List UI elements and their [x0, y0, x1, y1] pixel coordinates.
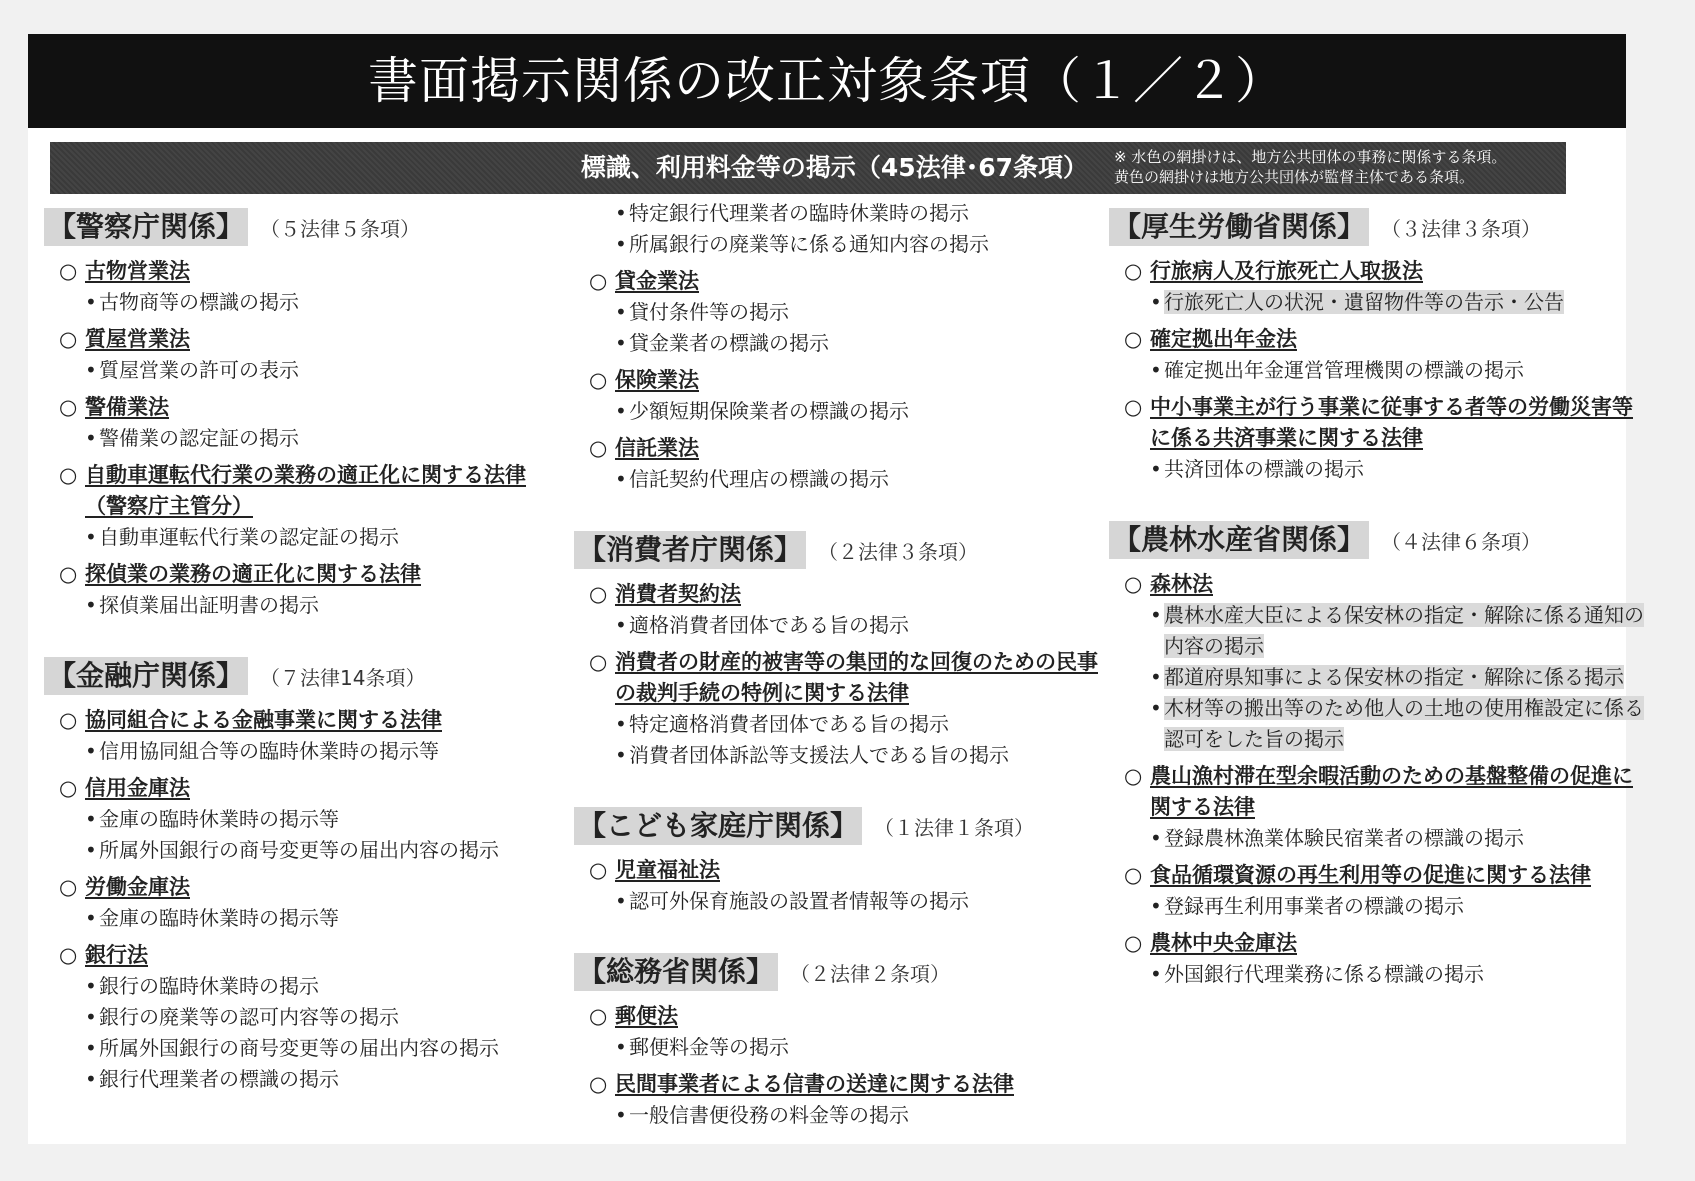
- circle-icon: ○: [59, 327, 78, 351]
- spacer: [574, 777, 1104, 799]
- law-items: [1109, 355, 1649, 386]
- law-name: 警備業法: [85, 395, 169, 419]
- list-item: [574, 297, 1104, 328]
- item-label: 消費者団体訴訟等支援法人である旨の掲示: [629, 743, 1009, 767]
- list-item: [44, 804, 564, 835]
- spacer: [574, 923, 1104, 945]
- list-item: [44, 971, 564, 1002]
- bullet-icon: •: [615, 232, 627, 256]
- law-items: [574, 709, 1104, 771]
- law-entry: [574, 433, 1104, 464]
- ministry-heading: [44, 208, 564, 246]
- circle-icon: ○: [1124, 863, 1143, 887]
- law-items: [1109, 287, 1649, 318]
- circle-icon: ○: [589, 582, 608, 606]
- item-text: [99, 971, 319, 1002]
- circle-icon: ○: [59, 875, 78, 899]
- ministry-count: （３法律３条項）: [1381, 216, 1542, 241]
- item-text: [629, 886, 969, 917]
- list-item: [44, 1002, 564, 1033]
- list-item: [1109, 662, 1649, 693]
- ministry-heading: [1109, 208, 1649, 246]
- page-title: 書面掲示関係の改正対象条項（１／２）: [28, 34, 1626, 128]
- law-items: [1109, 823, 1649, 854]
- law-items: [44, 522, 564, 553]
- item-label: 信託契約代理店の標識の掲示: [629, 467, 889, 491]
- law-entry: [44, 705, 564, 736]
- item-text: [1164, 454, 1364, 485]
- law-entry: [1109, 392, 1649, 454]
- law-name: 銀行法: [85, 943, 148, 967]
- circle-icon: ○: [589, 858, 608, 882]
- ministry-heading: [574, 807, 1104, 845]
- bullet-icon: •: [615, 399, 627, 423]
- item-label: 特定銀行代理業者の臨時休業時の掲示: [629, 201, 969, 225]
- item-label: 認可外保育施設の設置者情報等の掲示: [629, 889, 969, 913]
- law-entry: [1109, 761, 1649, 823]
- slide: [28, 34, 1644, 1144]
- list-item: [574, 740, 1104, 771]
- item-label: 少額短期保険業者の標識の掲示: [629, 399, 909, 423]
- circle-icon: ○: [589, 269, 608, 293]
- item-text: [99, 355, 299, 386]
- bullet-icon: •: [85, 358, 97, 382]
- circle-icon: ○: [589, 368, 608, 392]
- ministry-label: 【こども家庭庁関係】: [574, 807, 862, 845]
- law-name: 消費者の財産的被害等の集団的な回復のための民事の裁判手続の特例に関する法律: [615, 650, 1098, 705]
- item-text: [1164, 891, 1464, 922]
- list-item: [574, 198, 1104, 229]
- bullet-icon: •: [615, 300, 627, 324]
- law-items: [44, 736, 564, 767]
- list-item: [44, 590, 564, 621]
- circle-icon: ○: [589, 436, 608, 460]
- item-text: [1164, 959, 1484, 990]
- ministry-label: 【厚生労働省関係】: [1109, 208, 1369, 246]
- law-name: 貸金業法: [615, 269, 699, 293]
- list-item: [574, 328, 1104, 359]
- note-line-2: 黄色の網掛けは地方公共団体が監督主体である条項。: [1114, 168, 1475, 186]
- item-text: [99, 1033, 499, 1064]
- bullet-icon: •: [1150, 665, 1162, 689]
- item-label: 農林水産大臣による保安林の指定・解除に係る通知の内容の掲示: [1164, 603, 1644, 658]
- item-text: [629, 1032, 789, 1063]
- column-1: [44, 200, 564, 1101]
- column-3: [1109, 200, 1649, 996]
- item-text: [99, 590, 319, 621]
- item-text: [99, 423, 299, 454]
- law-items: [574, 1100, 1104, 1131]
- law-entry: [44, 872, 564, 903]
- item-text: [1164, 693, 1649, 755]
- law-items: [1109, 454, 1649, 485]
- bullet-icon: •: [85, 838, 97, 862]
- list-item: [1109, 891, 1649, 922]
- bullet-icon: •: [85, 1067, 97, 1091]
- law-entry: [574, 1069, 1104, 1100]
- law-items: [44, 903, 564, 934]
- list-item: [1109, 355, 1649, 386]
- ministry-label: 【農林水産省関係】: [1109, 521, 1369, 559]
- list-item: [574, 1032, 1104, 1063]
- item-label: 木材等の搬出等のため他人の土地の使用権設定に係る認可をした旨の掲示: [1164, 696, 1644, 751]
- item-text: [629, 328, 829, 359]
- law-items: [574, 1032, 1104, 1063]
- circle-icon: ○: [59, 259, 78, 283]
- law-name: 協同組合による金融事業に関する法律: [85, 708, 442, 732]
- bullet-icon: •: [1150, 894, 1162, 918]
- bullet-icon: •: [1150, 603, 1162, 627]
- item-label: 自動車運転代行業の認定証の掲示: [99, 525, 399, 549]
- circle-icon: ○: [59, 943, 78, 967]
- law-entry: [574, 855, 1104, 886]
- law-entry: [44, 324, 564, 355]
- item-label: 質屋営業の許可の表示: [99, 358, 299, 382]
- item-text: [99, 736, 439, 767]
- list-item: [44, 423, 564, 454]
- list-item: [44, 522, 564, 553]
- bullet-icon: •: [615, 467, 627, 491]
- circle-icon: ○: [1124, 764, 1143, 788]
- column-2: [574, 200, 1104, 1137]
- circle-icon: ○: [589, 1004, 608, 1028]
- bullet-icon: •: [615, 201, 627, 225]
- list-item: [44, 903, 564, 934]
- item-label: 所属外国銀行の商号変更等の届出内容の掲示: [99, 1036, 499, 1060]
- list-item: [574, 1100, 1104, 1131]
- bullet-icon: •: [85, 1036, 97, 1060]
- law-items: [574, 464, 1104, 495]
- item-label: 郵便料金等の掲示: [629, 1035, 789, 1059]
- law-name: 児童福祉法: [615, 858, 720, 882]
- law-entry: [44, 773, 564, 804]
- ministry-label: 【消費者庁関係】: [574, 531, 806, 569]
- bullet-icon: •: [85, 525, 97, 549]
- bullet-icon: •: [1150, 826, 1162, 850]
- item-label: 探偵業届出証明書の掲示: [99, 593, 319, 617]
- item-label: 銀行代理業者の標識の掲示: [99, 1067, 339, 1091]
- ministry-label: 【金融庁関係】: [44, 657, 248, 695]
- law-entry: [574, 1001, 1104, 1032]
- item-text: [1164, 823, 1524, 854]
- circle-icon: ○: [1124, 931, 1143, 955]
- law-items: [1109, 891, 1649, 922]
- list-item: [574, 396, 1104, 427]
- ministry-heading: [44, 657, 564, 695]
- law-items: [44, 423, 564, 454]
- ministry-count: （５法律５条項）: [260, 216, 421, 241]
- list-item: [574, 709, 1104, 740]
- item-text: [99, 903, 339, 934]
- circle-icon: ○: [589, 1072, 608, 1096]
- list-item: [44, 1033, 564, 1064]
- item-label: 銀行の廃業等の認可内容等の掲示: [99, 1005, 399, 1029]
- bullet-icon: •: [1150, 962, 1162, 986]
- list-item: [44, 355, 564, 386]
- item-label: 確定拠出年金運営管理機関の標識の掲示: [1164, 358, 1524, 382]
- bullet-icon: •: [615, 743, 627, 767]
- list-item: [574, 464, 1104, 495]
- law-items: [44, 804, 564, 866]
- law-name: 労働金庫法: [85, 875, 190, 899]
- bullet-icon: •: [85, 290, 97, 314]
- bullet-icon: •: [85, 1005, 97, 1029]
- item-text: [629, 229, 989, 260]
- law-entry: [1109, 256, 1649, 287]
- item-label: 一般信書便役務の料金等の掲示: [629, 1103, 909, 1127]
- item-text: [629, 198, 969, 229]
- ministry-count: （７法律14条項）: [260, 665, 426, 690]
- bullet-icon: •: [85, 593, 97, 617]
- item-text: [99, 1002, 399, 1033]
- item-label: 警備業の認定証の掲示: [99, 426, 299, 450]
- law-entry: [44, 256, 564, 287]
- bullet-icon: •: [1150, 358, 1162, 382]
- item-text: [1164, 600, 1649, 662]
- circle-icon: ○: [589, 650, 608, 674]
- list-item: [44, 736, 564, 767]
- bullet-icon: •: [615, 712, 627, 736]
- list-item: [1109, 959, 1649, 990]
- law-entry: [44, 460, 564, 522]
- law-entry: [1109, 928, 1649, 959]
- item-label: 金庫の臨時休業時の掲示等: [99, 906, 339, 930]
- item-label: 古物商等の標識の掲示: [99, 290, 299, 314]
- law-entry: [574, 266, 1104, 297]
- list-item: [1109, 693, 1649, 755]
- continued-items: [574, 198, 1104, 260]
- spacer: [1109, 491, 1649, 513]
- law-name: 保険業法: [615, 368, 699, 392]
- item-text: [1164, 287, 1564, 318]
- item-label: 所属外国銀行の商号変更等の届出内容の掲示: [99, 838, 499, 862]
- bullet-icon: •: [615, 331, 627, 355]
- law-name: 農林中央金庫法: [1150, 931, 1297, 955]
- item-text: [99, 835, 499, 866]
- law-entry: [574, 365, 1104, 396]
- item-label: 都道府県知事による保安林の指定・解除に係る掲示: [1164, 665, 1624, 689]
- law-items: [574, 610, 1104, 641]
- law-items: [44, 287, 564, 318]
- item-label: 貸金業者の標識の掲示: [629, 331, 829, 355]
- list-item: [1109, 287, 1649, 318]
- list-item: [44, 1064, 564, 1095]
- item-text: [99, 522, 399, 553]
- spacer: [574, 501, 1104, 523]
- list-item: [574, 610, 1104, 641]
- law-items: [44, 590, 564, 621]
- ministry-count: （２法律３条項）: [818, 539, 979, 564]
- bullet-icon: •: [615, 889, 627, 913]
- bullet-icon: •: [85, 974, 97, 998]
- bullet-icon: •: [85, 739, 97, 763]
- law-items: [574, 886, 1104, 917]
- item-text: [99, 287, 299, 318]
- item-label: 特定適格消費者団体である旨の掲示: [629, 712, 949, 736]
- ministry-heading: [574, 953, 1104, 991]
- law-items: [574, 396, 1104, 427]
- circle-icon: ○: [59, 562, 78, 586]
- law-name: 信託業法: [615, 436, 699, 460]
- item-text: [629, 1100, 909, 1131]
- item-label: 銀行の臨時休業時の掲示: [99, 974, 319, 998]
- law-entry: [1109, 324, 1649, 355]
- item-text: [99, 1064, 339, 1095]
- law-name: 中小事業主が行う事業に従事する者等の労働災害等に係る共済事業に関する法律: [1150, 395, 1633, 450]
- ministry-count: （４法律６条項）: [1381, 529, 1542, 554]
- section-subtitle: 標識、利用料金等の掲示（45法律･67条項）: [50, 142, 1102, 194]
- law-name: 探偵業の業務の適正化に関する法律: [85, 562, 421, 586]
- bullet-icon: •: [1150, 696, 1162, 720]
- ministry-count: （２法律２条項）: [790, 961, 951, 986]
- circle-icon: ○: [1124, 572, 1143, 596]
- item-label: 所属銀行の廃業等に係る通知内容の掲示: [629, 232, 989, 256]
- list-item: [1109, 823, 1649, 854]
- circle-icon: ○: [59, 395, 78, 419]
- law-items: [44, 355, 564, 386]
- item-text: [99, 804, 339, 835]
- law-name: 民間事業者による信書の送達に関する法律: [615, 1072, 1014, 1096]
- item-label: 共済団体の標識の掲示: [1164, 457, 1364, 481]
- item-text: [629, 610, 909, 641]
- law-name: 信用金庫法: [85, 776, 190, 800]
- law-name: 古物営業法: [85, 259, 190, 283]
- ministry-heading: [574, 531, 1104, 569]
- law-name: 自動車運転代行業の業務の適正化に関する法律（警察庁主管分）: [85, 463, 526, 518]
- item-label: 金庫の臨時休業時の掲示等: [99, 807, 339, 831]
- list-item: [44, 287, 564, 318]
- spacer: [44, 627, 564, 649]
- list-item: [44, 835, 564, 866]
- law-name: 食品循環資源の再生利用等の促進に関する法律: [1150, 863, 1591, 887]
- circle-icon: ○: [1124, 395, 1143, 419]
- circle-icon: ○: [59, 463, 78, 487]
- law-entry: [44, 392, 564, 423]
- law-name: 確定拠出年金法: [1150, 327, 1297, 351]
- item-label: 信用協同組合等の臨時休業時の掲示等: [99, 739, 439, 763]
- item-text: [629, 464, 889, 495]
- bullet-icon: •: [85, 906, 97, 930]
- item-label: 外国銀行代理業務に係る標識の掲示: [1164, 962, 1484, 986]
- bullet-icon: •: [1150, 290, 1162, 314]
- bullet-icon: •: [615, 1103, 627, 1127]
- law-name: 質屋営業法: [85, 327, 190, 351]
- law-name: 消費者契約法: [615, 582, 741, 606]
- law-items: [574, 297, 1104, 359]
- law-entry: [44, 559, 564, 590]
- circle-icon: ○: [59, 776, 78, 800]
- law-entry: [574, 579, 1104, 610]
- ministry-label: 【警察庁関係】: [44, 208, 248, 246]
- item-text: [629, 740, 1009, 771]
- list-item: [574, 886, 1104, 917]
- law-items: [1109, 600, 1649, 755]
- law-entry: [44, 940, 564, 971]
- bullet-icon: •: [1150, 457, 1162, 481]
- note-line-1: ※ 水色の網掛けは、地方公共団体の事務に関係する条項。: [1114, 148, 1507, 166]
- law-entry: [574, 647, 1104, 709]
- item-label: 行旅死亡人の状況・遺留物件等の告示・公告: [1164, 290, 1564, 314]
- law-items: [1109, 959, 1649, 990]
- bullet-icon: •: [85, 807, 97, 831]
- circle-icon: ○: [1124, 327, 1143, 351]
- law-name: 郵便法: [615, 1004, 678, 1028]
- law-items: [44, 971, 564, 1095]
- ministry-label: 【総務省関係】: [574, 953, 778, 991]
- law-name: 農山漁村滞在型余暇活動のための基盤整備の促進に関する法律: [1150, 764, 1633, 819]
- law-name: 森林法: [1150, 572, 1213, 596]
- bullet-icon: •: [85, 426, 97, 450]
- item-label: 貸付条件等の掲示: [629, 300, 789, 324]
- law-entry: [1109, 569, 1649, 600]
- bullet-icon: •: [615, 1035, 627, 1059]
- ministry-heading: [1109, 521, 1649, 559]
- item-text: [1164, 355, 1524, 386]
- item-label: 適格消費者団体である旨の掲示: [629, 613, 909, 637]
- law-name: 行旅病人及行旅死亡人取扱法: [1150, 259, 1423, 283]
- circle-icon: ○: [1124, 259, 1143, 283]
- shading-note: [1102, 142, 1566, 194]
- law-entry: [1109, 860, 1649, 891]
- list-item: [574, 229, 1104, 260]
- item-text: [629, 709, 949, 740]
- list-item: [1109, 454, 1649, 485]
- circle-icon: ○: [59, 708, 78, 732]
- item-text: [629, 396, 909, 427]
- list-item: [1109, 600, 1649, 662]
- item-label: 登録再生利用事業者の標識の掲示: [1164, 894, 1464, 918]
- item-text: [1164, 662, 1624, 693]
- item-text: [629, 297, 789, 328]
- bullet-icon: •: [615, 613, 627, 637]
- ministry-count: （１法律１条項）: [874, 815, 1035, 840]
- item-label: 登録農林漁業体験民宿業者の標識の掲示: [1164, 826, 1524, 850]
